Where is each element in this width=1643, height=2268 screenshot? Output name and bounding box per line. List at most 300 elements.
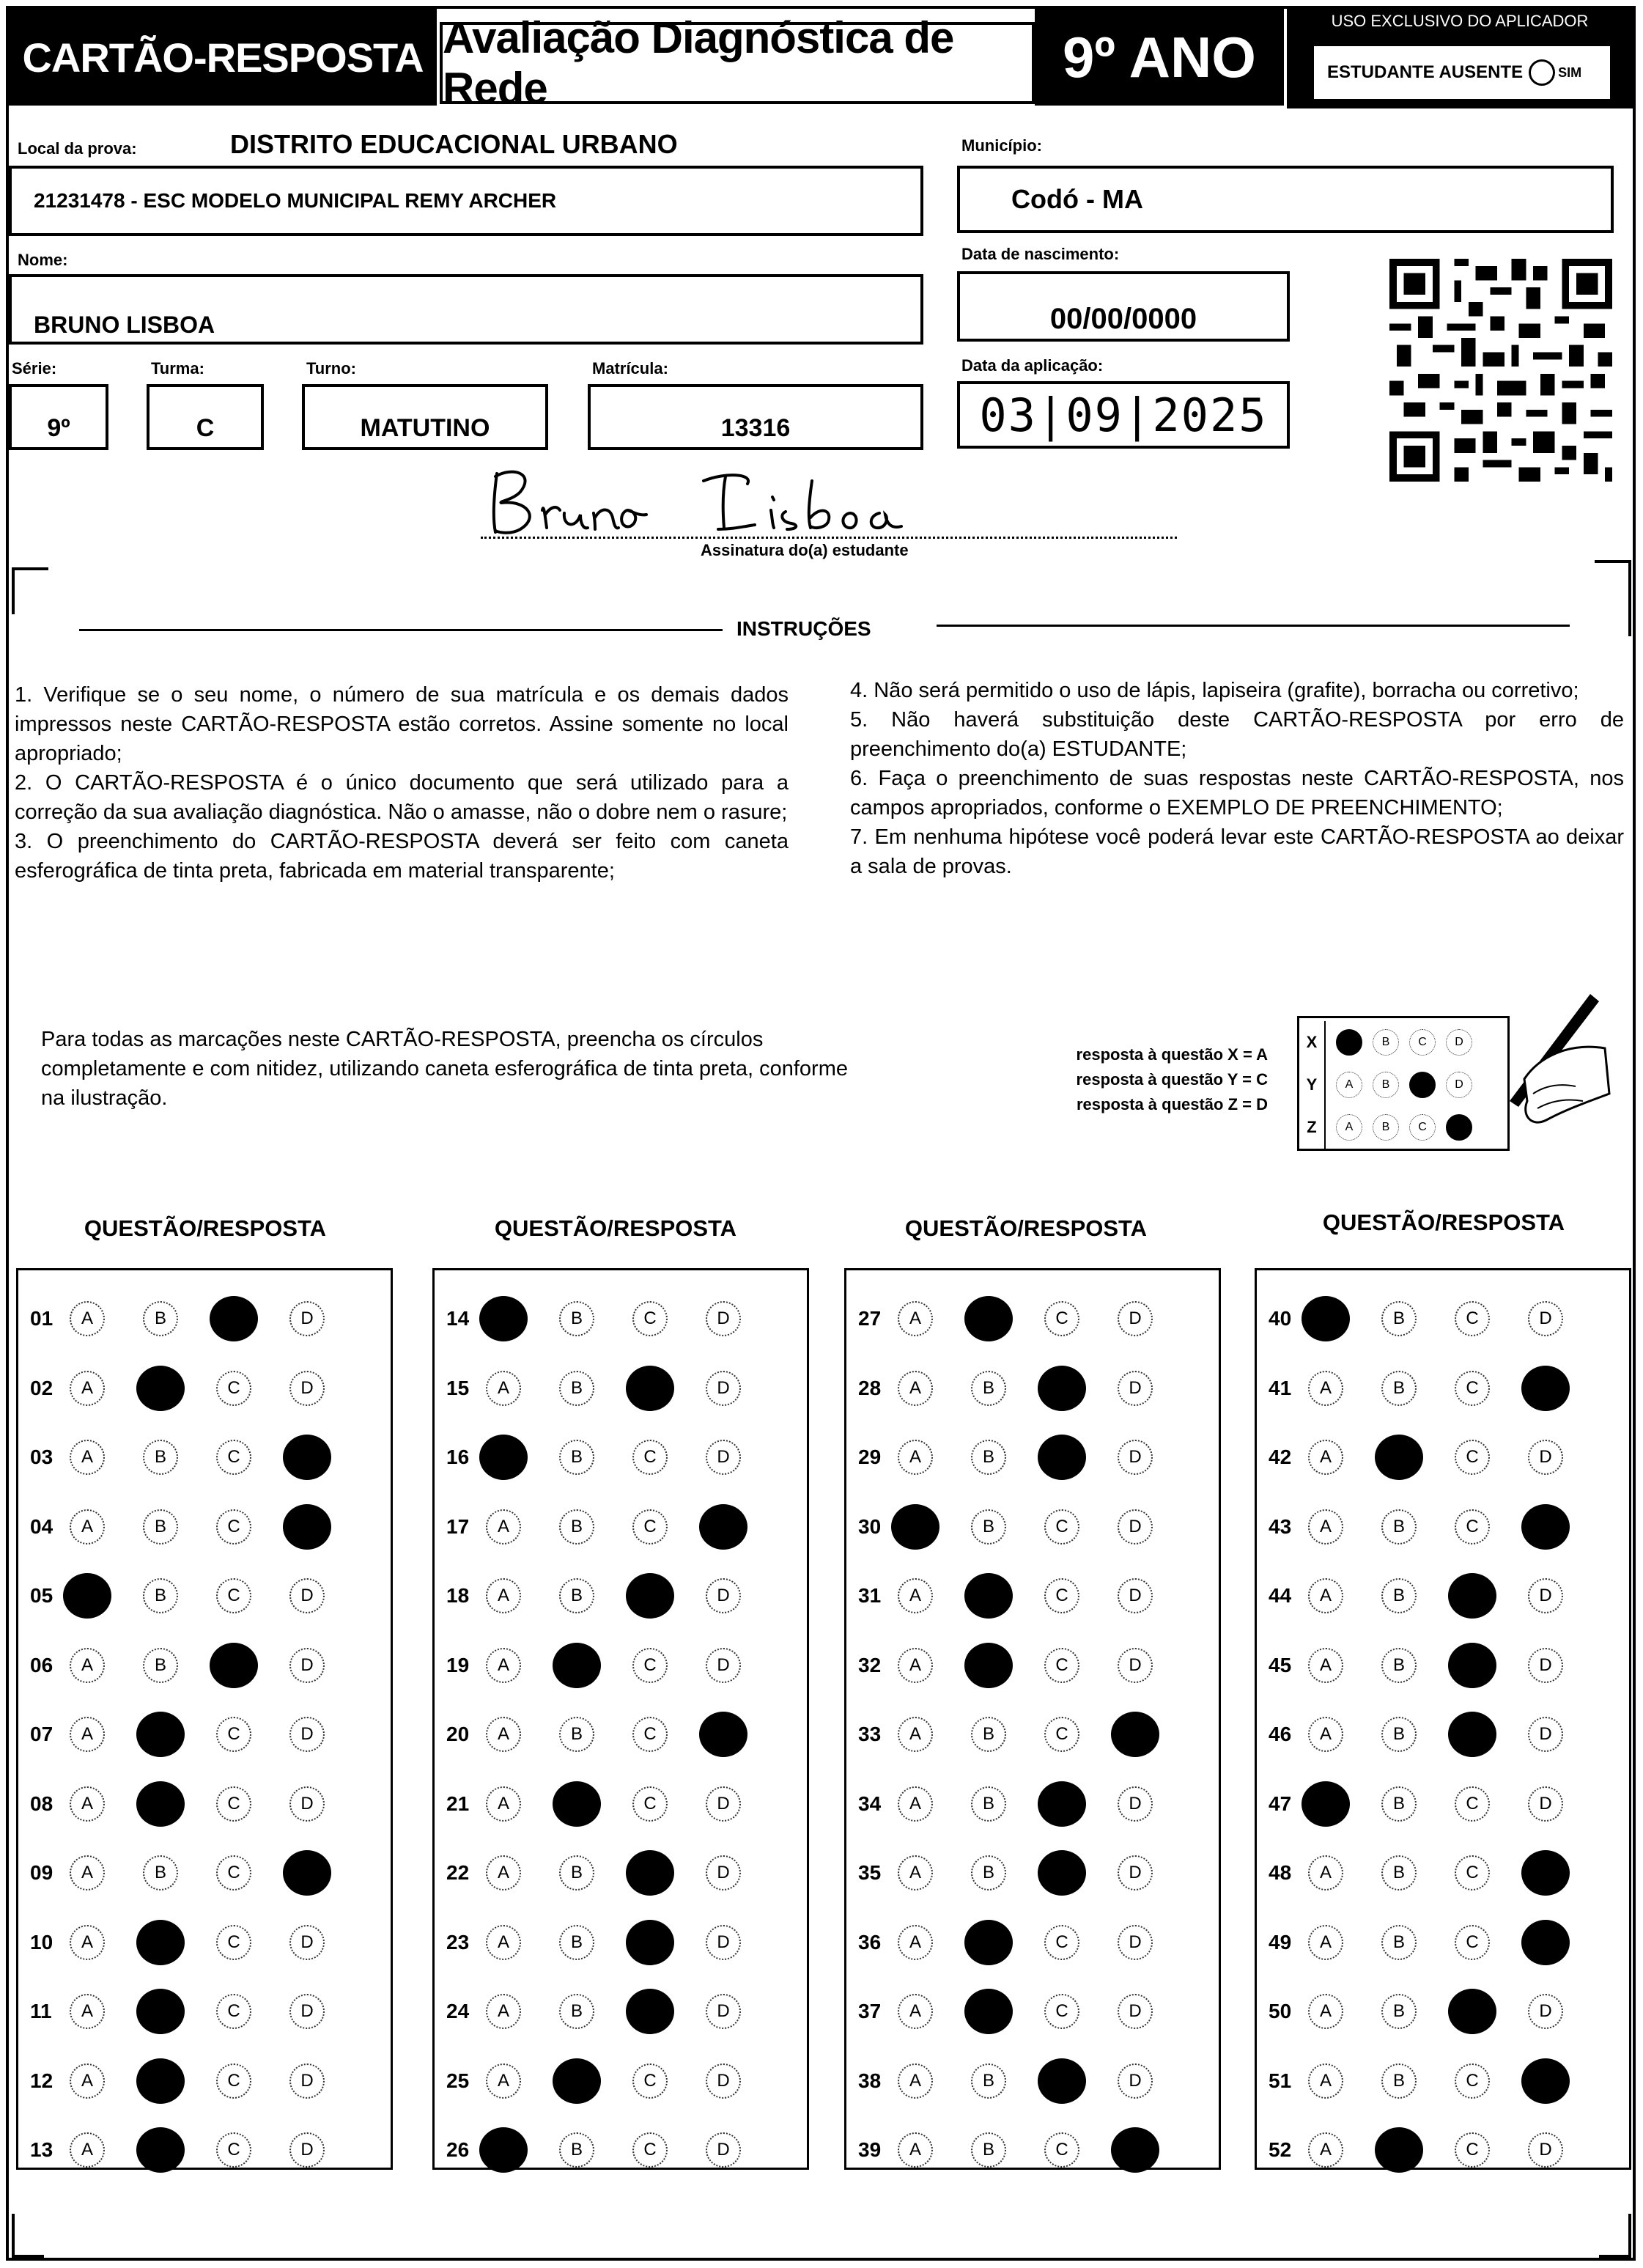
question-number: 49: [1269, 1930, 1292, 1954]
answer-bubble-a[interactable]: A: [70, 1648, 105, 1683]
qr-code: [1389, 257, 1612, 484]
column-title: QUESTÃO/RESPOSTA: [84, 1215, 327, 1241]
answer-bubble-a[interactable]: A: [1308, 1925, 1343, 1960]
answer-bubble-c[interactable]: [626, 1989, 674, 2034]
answer-bubble-b[interactable]: B: [971, 2132, 1006, 2168]
question-row: [435, 1782, 807, 1826]
answer-bubble-b[interactable]: [136, 1920, 185, 1965]
answer-bubble-c[interactable]: C: [1044, 1578, 1079, 1613]
answer-bubble-d[interactable]: D: [1528, 1648, 1563, 1683]
question-number: 10: [30, 1930, 53, 1954]
answer-bubble-a[interactable]: A: [898, 1371, 933, 1406]
answer-bubble-a[interactable]: A: [486, 1509, 521, 1544]
answer-bubble-c[interactable]: C: [216, 2132, 251, 2168]
answer-bubble-c[interactable]: C: [632, 2132, 668, 2168]
question-number: 19: [446, 1653, 470, 1676]
answer-bubble-a[interactable]: A: [70, 1994, 105, 2029]
answer-bubble-b[interactable]: B: [559, 1440, 594, 1475]
answer-bubble-c[interactable]: C: [1044, 1509, 1079, 1544]
answer-bubble-b[interactable]: [553, 2058, 601, 2104]
answer-bubble-d[interactable]: D: [289, 1786, 325, 1822]
answer-bubble-c[interactable]: [210, 1296, 258, 1341]
answer-bubble-d[interactable]: D: [289, 1925, 325, 1960]
answer-bubble-c[interactable]: C: [1044, 1994, 1079, 2029]
answer-bubble-d[interactable]: D: [706, 1440, 741, 1475]
answer-bubble-b[interactable]: [136, 1989, 185, 2034]
answer-bubble-a[interactable]: A: [898, 1301, 933, 1336]
answer-bubble-a[interactable]: A: [898, 1648, 933, 1683]
answer-bubble-a[interactable]: A: [486, 1717, 521, 1752]
question-number: 22: [446, 1861, 470, 1884]
answer-bubble-b[interactable]: B: [559, 1509, 594, 1544]
answer-bubble-b[interactable]: [553, 1781, 601, 1827]
answer-bubble-a[interactable]: A: [70, 2063, 105, 2099]
answer-bubble-d[interactable]: D: [1118, 1301, 1153, 1336]
answer-bubble-b[interactable]: B: [1381, 1578, 1417, 1613]
aplicacao-label: Data da aplicação:: [961, 356, 1104, 375]
example-line-z: resposta à questão Z = D: [1076, 1095, 1268, 1113]
answer-bubble-c[interactable]: C: [1455, 1786, 1490, 1822]
answer-bubble-b[interactable]: B: [1381, 1994, 1417, 2029]
answer-bubble-d[interactable]: D: [1528, 1440, 1563, 1475]
answer-bubble-a[interactable]: [479, 1296, 528, 1341]
pen-hand-icon: [1480, 991, 1612, 1138]
instruction-5: 5. Não haverá substituição deste CARTÃO-RESPOSTA por erro de preenchimento do(a) ESTUDANTE;: [850, 708, 1624, 761]
answer-bubble-d[interactable]: D: [1528, 2132, 1563, 2168]
answer-bubble-a[interactable]: [1302, 1781, 1350, 1827]
answer-bubble-c[interactable]: C: [216, 1509, 251, 1544]
question-row: [435, 1505, 807, 1549]
answer-bubble-c[interactable]: [1448, 1643, 1496, 1688]
question-row: [18, 1851, 391, 1895]
answer-bubble-a[interactable]: A: [1308, 1509, 1343, 1544]
question-number: 52: [1269, 2138, 1292, 2161]
signature-image: [484, 459, 967, 540]
answer-bubble-d[interactable]: D: [1528, 1578, 1563, 1613]
question-number: 26: [446, 2138, 470, 2161]
answer-bubble-c[interactable]: C: [216, 2063, 251, 2099]
answer-bubble-b[interactable]: B: [559, 2132, 594, 2168]
question-number: 04: [30, 1514, 53, 1538]
answer-bubble-a[interactable]: A: [898, 1440, 933, 1475]
answer-bubble-b[interactable]: B: [1381, 1371, 1417, 1406]
question-number: 18: [446, 1584, 470, 1607]
question-row: [1257, 1366, 1629, 1410]
answer-bubble-c[interactable]: C: [1455, 1855, 1490, 1890]
answer-bubble-a[interactable]: A: [1308, 1371, 1343, 1406]
answer-bubble-c[interactable]: C: [1455, 2063, 1490, 2099]
answer-bubble-c[interactable]: C: [1044, 1717, 1079, 1752]
answer-bubble-c[interactable]: [1038, 1850, 1086, 1896]
answer-bubble-a[interactable]: [479, 2127, 528, 2173]
question-row: [18, 1435, 391, 1479]
answer-bubble-a[interactable]: [479, 1435, 528, 1480]
answer-bubble-a[interactable]: A: [486, 1371, 521, 1406]
answer-bubble-c[interactable]: [626, 1850, 674, 1896]
nome-value: BRUNO LISBOA: [34, 312, 215, 338]
answer-bubble-b[interactable]: B: [1381, 2063, 1417, 2099]
question-number: 33: [858, 1723, 882, 1745]
question-number: 39: [858, 2138, 882, 2161]
answer-bubble-a[interactable]: A: [1308, 1578, 1343, 1613]
answer-bubble-c[interactable]: C: [632, 1717, 668, 1752]
answer-bubble-d[interactable]: [1521, 1920, 1570, 1965]
question-row: [846, 1921, 1219, 1965]
answer-bubble-d[interactable]: D: [1118, 1925, 1153, 1960]
answer-bubble-a[interactable]: A: [1308, 1855, 1343, 1890]
answer-bubble-c[interactable]: C: [216, 1578, 251, 1613]
question-row: [18, 1989, 391, 2033]
answer-bubble-b[interactable]: B: [559, 1855, 594, 1890]
example-bubble-c: C: [1409, 1029, 1436, 1056]
answer-bubble-a[interactable]: A: [486, 1994, 521, 2029]
question-row: [846, 1574, 1219, 1618]
example-question-label: Y: [1299, 1064, 1326, 1106]
question-row: [18, 1782, 391, 1826]
answer-bubble-b[interactable]: B: [559, 1717, 594, 1752]
answer-bubble-b[interactable]: B: [559, 1301, 594, 1336]
answer-bubble-c[interactable]: C: [1455, 1925, 1490, 1960]
answer-bubble-b[interactable]: B: [143, 1440, 178, 1475]
answer-bubble-a[interactable]: A: [70, 2132, 105, 2168]
answer-bubble-d[interactable]: D: [289, 1648, 325, 1683]
answer-bubble-d[interactable]: [699, 1712, 747, 1757]
answer-bubble-d[interactable]: D: [289, 1578, 325, 1613]
answer-bubble-a[interactable]: A: [486, 1786, 521, 1822]
question-number: 46: [1269, 1723, 1292, 1745]
answer-bubble-c[interactable]: C: [1044, 1925, 1079, 1960]
answer-bubble-a[interactable]: A: [1308, 2132, 1343, 2168]
answer-bubble-d[interactable]: D: [1118, 1440, 1153, 1475]
answer-bubble-a[interactable]: A: [486, 1578, 521, 1613]
answer-bubble-c[interactable]: C: [1044, 1301, 1079, 1336]
example-bubble-b: B: [1373, 1029, 1399, 1056]
question-row: [1257, 1989, 1629, 2033]
answer-bubble-b[interactable]: B: [1381, 1855, 1417, 1890]
answer-bubble-a[interactable]: A: [70, 1371, 105, 1406]
answer-bubble-d[interactable]: D: [706, 1301, 741, 1336]
instruction-6: 6. Faça o preenchimento de suas respostas neste CARTÃO-RESPOSTA, nos campos apropriados, conforme o EXEMPLO DE PREENCHIMENTO;: [850, 767, 1624, 820]
answer-bubble-d[interactable]: D: [706, 1786, 741, 1822]
column-title: QUESTÃO/RESPOSTA: [494, 1215, 737, 1241]
answer-bubble-d[interactable]: D: [706, 1648, 741, 1683]
answer-bubble-b[interactable]: [1375, 1435, 1423, 1480]
question-row: [435, 2128, 807, 2172]
answer-bubble-d[interactable]: D: [1528, 1301, 1563, 1336]
answer-bubble-c[interactable]: [626, 1920, 674, 1965]
answer-bubble-d[interactable]: D: [1528, 1786, 1563, 1822]
answer-bubble-c[interactable]: C: [1044, 2132, 1079, 2168]
answer-bubble-a[interactable]: A: [70, 1925, 105, 1960]
answer-bubble-b[interactable]: B: [971, 1786, 1006, 1822]
example-legend: [1033, 1042, 1268, 1117]
question-number: 32: [858, 1653, 882, 1676]
answer-bubble-b[interactable]: B: [971, 1855, 1006, 1890]
answer-bubble-c[interactable]: C: [1455, 1371, 1490, 1406]
answer-bubble-a[interactable]: A: [1308, 2063, 1343, 2099]
question-number: 34: [858, 1792, 882, 1815]
question-number: 48: [1269, 1861, 1292, 1884]
question-number: 28: [858, 1376, 882, 1399]
answer-bubble-b[interactable]: B: [971, 1509, 1006, 1544]
answer-bubble-a[interactable]: A: [898, 1925, 933, 1960]
answer-bubble-a[interactable]: A: [898, 1786, 933, 1822]
question-row: [435, 1297, 807, 1341]
answer-bubble-d[interactable]: D: [706, 1578, 741, 1613]
answer-bubble-a[interactable]: [891, 1504, 939, 1550]
answer-bubble-c[interactable]: C: [632, 1440, 668, 1475]
applicator-label: USO EXCLUSIVO DO APLICADOR: [1331, 12, 1589, 30]
answer-bubble-d[interactable]: [1111, 2127, 1159, 2173]
answer-bubble-c[interactable]: C: [632, 1648, 668, 1683]
serie-field: [9, 384, 108, 450]
answer-bubble-a[interactable]: A: [70, 1440, 105, 1475]
answer-bubble-a[interactable]: A: [1308, 1648, 1343, 1683]
answer-bubble-a[interactable]: A: [70, 1855, 105, 1890]
answer-bubble-d[interactable]: [283, 1850, 331, 1896]
answer-bubble-a[interactable]: A: [486, 2063, 521, 2099]
turma-value: C: [196, 414, 215, 442]
answer-bubble-b[interactable]: B: [1381, 1509, 1417, 1544]
example-bubble-a: A: [1336, 1114, 1362, 1141]
answer-bubble-b[interactable]: [553, 1643, 601, 1688]
answer-bubble-d[interactable]: [699, 1504, 747, 1550]
example-line-x: resposta à questão X = A: [1076, 1045, 1268, 1064]
answer-bubble-b[interactable]: B: [143, 1301, 178, 1336]
answer-bubble-d[interactable]: D: [1118, 1648, 1153, 1683]
answer-bubble-a[interactable]: A: [486, 1855, 521, 1890]
answer-bubble-d[interactable]: D: [706, 1855, 741, 1890]
answer-bubble-b[interactable]: [964, 1296, 1013, 1341]
instructions-left: [15, 680, 789, 886]
answer-bubble-d[interactable]: [1521, 1504, 1570, 1550]
answer-bubble-c[interactable]: C: [216, 1786, 251, 1822]
answer-bubble-c[interactable]: [1038, 1781, 1086, 1827]
answer-bubble-d[interactable]: D: [289, 1371, 325, 1406]
answer-bubble-a[interactable]: A: [898, 1855, 933, 1890]
question-row: [18, 1574, 391, 1618]
answer-bubble-d[interactable]: D: [706, 1371, 741, 1406]
answer-bubble-c[interactable]: C: [1455, 2132, 1490, 2168]
answer-bubble-b[interactable]: [136, 2058, 185, 2104]
question-number: 24: [446, 2000, 470, 2022]
question-number: 12: [30, 2069, 53, 2092]
answer-bubble-c[interactable]: [210, 1643, 258, 1688]
answer-bubble-c[interactable]: C: [632, 2063, 668, 2099]
answer-bubble-c[interactable]: C: [1455, 1509, 1490, 1544]
answer-bubble-d[interactable]: D: [1528, 1994, 1563, 2029]
matricula-value: 13316: [720, 414, 791, 442]
answer-bubble-d[interactable]: D: [1118, 1509, 1153, 1544]
school-value: 21231478 - ESC MODELO MUNICIPAL REMY ARCHER: [34, 189, 557, 212]
answer-bubble-d[interactable]: [1521, 2058, 1570, 2104]
answer-bubble-d[interactable]: [1521, 1366, 1570, 1411]
answer-bubble-d[interactable]: D: [706, 2063, 741, 2099]
answer-bubble-c[interactable]: [626, 1366, 674, 1411]
answer-bubble-c[interactable]: C: [216, 1440, 251, 1475]
answer-bubble-c[interactable]: [1448, 1712, 1496, 1757]
question-row: [1257, 1921, 1629, 1965]
question-row: [1257, 2059, 1629, 2103]
answer-bubble-d[interactable]: D: [1118, 1371, 1153, 1406]
example-question-label: X: [1299, 1021, 1326, 1064]
answer-bubble-d[interactable]: D: [289, 1994, 325, 2029]
answer-bubble-c[interactable]: C: [632, 1509, 668, 1544]
absent-bubble[interactable]: [1529, 59, 1555, 86]
answer-bubble-c[interactable]: C: [1455, 1301, 1490, 1336]
answer-bubble-d[interactable]: D: [1118, 1855, 1153, 1890]
question-row: [846, 1782, 1219, 1826]
answer-bubble-d[interactable]: D: [706, 2132, 741, 2168]
answer-bubble-b[interactable]: [964, 1643, 1013, 1688]
question-row: [1257, 1505, 1629, 1549]
question-number: 37: [858, 2000, 882, 2022]
answer-bubble-a[interactable]: A: [70, 1786, 105, 1822]
answer-bubble-a[interactable]: A: [1308, 1994, 1343, 2029]
answer-bubble-b[interactable]: B: [143, 1648, 178, 1683]
matricula-label: Matrícula:: [592, 359, 668, 378]
answer-bubble-b[interactable]: B: [559, 1371, 594, 1406]
question-row: [18, 1643, 391, 1687]
absent-label: ESTUDANTE AUSENTE: [1327, 62, 1524, 82]
answer-bubble-b[interactable]: B: [971, 1440, 1006, 1475]
answer-bubble-c[interactable]: C: [632, 1786, 668, 1822]
answer-bubble-c[interactable]: C: [216, 1855, 251, 1890]
question-row: [846, 1297, 1219, 1341]
answer-bubble-d[interactable]: [283, 1504, 331, 1550]
answer-bubble-d[interactable]: D: [1118, 1786, 1153, 1822]
answer-bubble-a[interactable]: A: [898, 1717, 933, 1752]
question-number: 05: [30, 1584, 53, 1607]
question-row: [435, 1989, 807, 2033]
answer-bubble-b[interactable]: B: [143, 1509, 178, 1544]
answer-bubble-b[interactable]: [1375, 2127, 1423, 2173]
answer-bubble-b[interactable]: [964, 1573, 1013, 1619]
answer-bubble-b[interactable]: [136, 1366, 185, 1411]
answer-bubble-a[interactable]: A: [1308, 1717, 1343, 1752]
corner-top-left: [12, 567, 48, 614]
answer-bubble-a[interactable]: [1302, 1296, 1350, 1341]
instructions-title: INSTRUÇÕES: [736, 617, 871, 640]
answer-bubble-d[interactable]: D: [1528, 1717, 1563, 1752]
answer-bubble-d[interactable]: D: [289, 1717, 325, 1752]
answer-bubble-b[interactable]: B: [971, 1717, 1006, 1752]
municipio-value: Codó - MA: [1011, 184, 1143, 214]
question-row: [1257, 1574, 1629, 1618]
answer-bubble-a[interactable]: A: [70, 1301, 105, 1336]
answer-bubble-a[interactable]: A: [898, 1578, 933, 1613]
answer-bubble-b[interactable]: B: [1381, 1648, 1417, 1683]
answer-bubble-c[interactable]: [1038, 1435, 1086, 1480]
answer-bubble-b[interactable]: B: [971, 2063, 1006, 2099]
answer-bubble-b[interactable]: B: [971, 1371, 1006, 1406]
card-title: CARTÃO-RESPOSTA: [9, 9, 437, 106]
answer-bubble-c[interactable]: C: [1044, 1648, 1079, 1683]
question-row: [18, 1366, 391, 1410]
answer-bubble-b[interactable]: [136, 2127, 185, 2173]
answer-bubble-b[interactable]: B: [1381, 1786, 1417, 1822]
answer-bubble-c[interactable]: C: [632, 1301, 668, 1336]
answer-bubble-c[interactable]: C: [216, 1994, 251, 2029]
question-number: 45: [1269, 1653, 1292, 1676]
question-number: 14: [446, 1307, 470, 1330]
answer-bubble-d[interactable]: D: [289, 2063, 325, 2099]
answer-bubble-b[interactable]: [136, 1781, 185, 1827]
answer-bubble-b[interactable]: [136, 1712, 185, 1757]
answer-bubble-d[interactable]: D: [1118, 1994, 1153, 2029]
answer-bubble-b[interactable]: [964, 1920, 1013, 1965]
question-row: [18, 2059, 391, 2103]
municipio-field: [957, 166, 1614, 233]
answer-bubble-d[interactable]: D: [1118, 2063, 1153, 2099]
answer-bubble-a[interactable]: A: [70, 1509, 105, 1544]
question-row: [1257, 1851, 1629, 1895]
answer-bubble-c[interactable]: C: [1455, 1440, 1490, 1475]
answer-bubble-b[interactable]: B: [559, 1578, 594, 1613]
question-number: 40: [1269, 1307, 1292, 1330]
answer-bubble-b[interactable]: B: [1381, 1717, 1417, 1752]
answer-bubble-a[interactable]: A: [70, 1717, 105, 1752]
answer-bubble-d[interactable]: [1111, 1712, 1159, 1757]
answer-bubble-d[interactable]: [1521, 1850, 1570, 1896]
turno-label: Turno:: [306, 359, 357, 378]
answer-bubble-d[interactable]: [283, 1435, 331, 1480]
question-row: [846, 2059, 1219, 2103]
column-title: QUESTÃO/RESPOSTA: [1322, 1210, 1565, 1235]
answer-bubble-c[interactable]: C: [216, 1717, 251, 1752]
answer-bubble-c[interactable]: [1448, 1573, 1496, 1619]
question-row: [846, 1505, 1219, 1549]
question-row: [846, 1851, 1219, 1895]
answer-bubble-b[interactable]: B: [143, 1855, 178, 1890]
answer-bubble-d[interactable]: D: [706, 1994, 741, 2029]
answer-bubble-a[interactable]: A: [898, 2132, 933, 2168]
answer-bubble-d[interactable]: D: [1118, 1578, 1153, 1613]
answer-bubble-d[interactable]: D: [706, 1925, 741, 1960]
instruction-7: 7. Em nenhuma hipótese você poderá levar este CARTÃO-RESPOSTA ao deixar a sala de provas.: [850, 825, 1624, 878]
example-row: [1299, 1106, 1507, 1149]
answer-bubble-a[interactable]: [63, 1573, 111, 1619]
answer-bubble-c[interactable]: [1038, 1366, 1086, 1411]
answer-bubble-d[interactable]: D: [289, 2132, 325, 2168]
answer-bubble-b[interactable]: [964, 1989, 1013, 2034]
answer-bubble-b[interactable]: B: [1381, 1301, 1417, 1336]
example-line-y: resposta à questão Y = C: [1076, 1070, 1268, 1089]
answer-bubble-b[interactable]: B: [559, 1994, 594, 2029]
question-number: 09: [30, 1861, 53, 1884]
answer-bubble-a[interactable]: A: [898, 1994, 933, 2029]
local-label: Local da prova:: [18, 139, 137, 158]
answer-bubble-c[interactable]: [1038, 2058, 1086, 2104]
answer-bubble-a[interactable]: A: [1308, 1440, 1343, 1475]
question-number: 23: [446, 1930, 470, 1954]
answer-bubble-b[interactable]: B: [1381, 1925, 1417, 1960]
answer-bubble-b[interactable]: B: [559, 1925, 594, 1960]
answer-bubble-a[interactable]: A: [486, 1925, 521, 1960]
column-title: QUESTÃO/RESPOSTA: [904, 1215, 1148, 1241]
answer-bubble-c[interactable]: C: [216, 1925, 251, 1960]
example-bubble-b: B: [1373, 1072, 1399, 1098]
answer-bubble-c[interactable]: [626, 1573, 674, 1619]
question-number: 51: [1269, 2069, 1292, 2092]
question-row: [846, 1712, 1219, 1756]
answer-bubble-c[interactable]: C: [216, 1371, 251, 1406]
answer-bubble-a[interactable]: A: [898, 2063, 933, 2099]
answer-bubble-b[interactable]: B: [143, 1578, 178, 1613]
answer-bubble-c[interactable]: [1448, 1989, 1496, 2034]
answer-bubble-d[interactable]: D: [289, 1301, 325, 1336]
answer-bubble-a[interactable]: A: [486, 1648, 521, 1683]
